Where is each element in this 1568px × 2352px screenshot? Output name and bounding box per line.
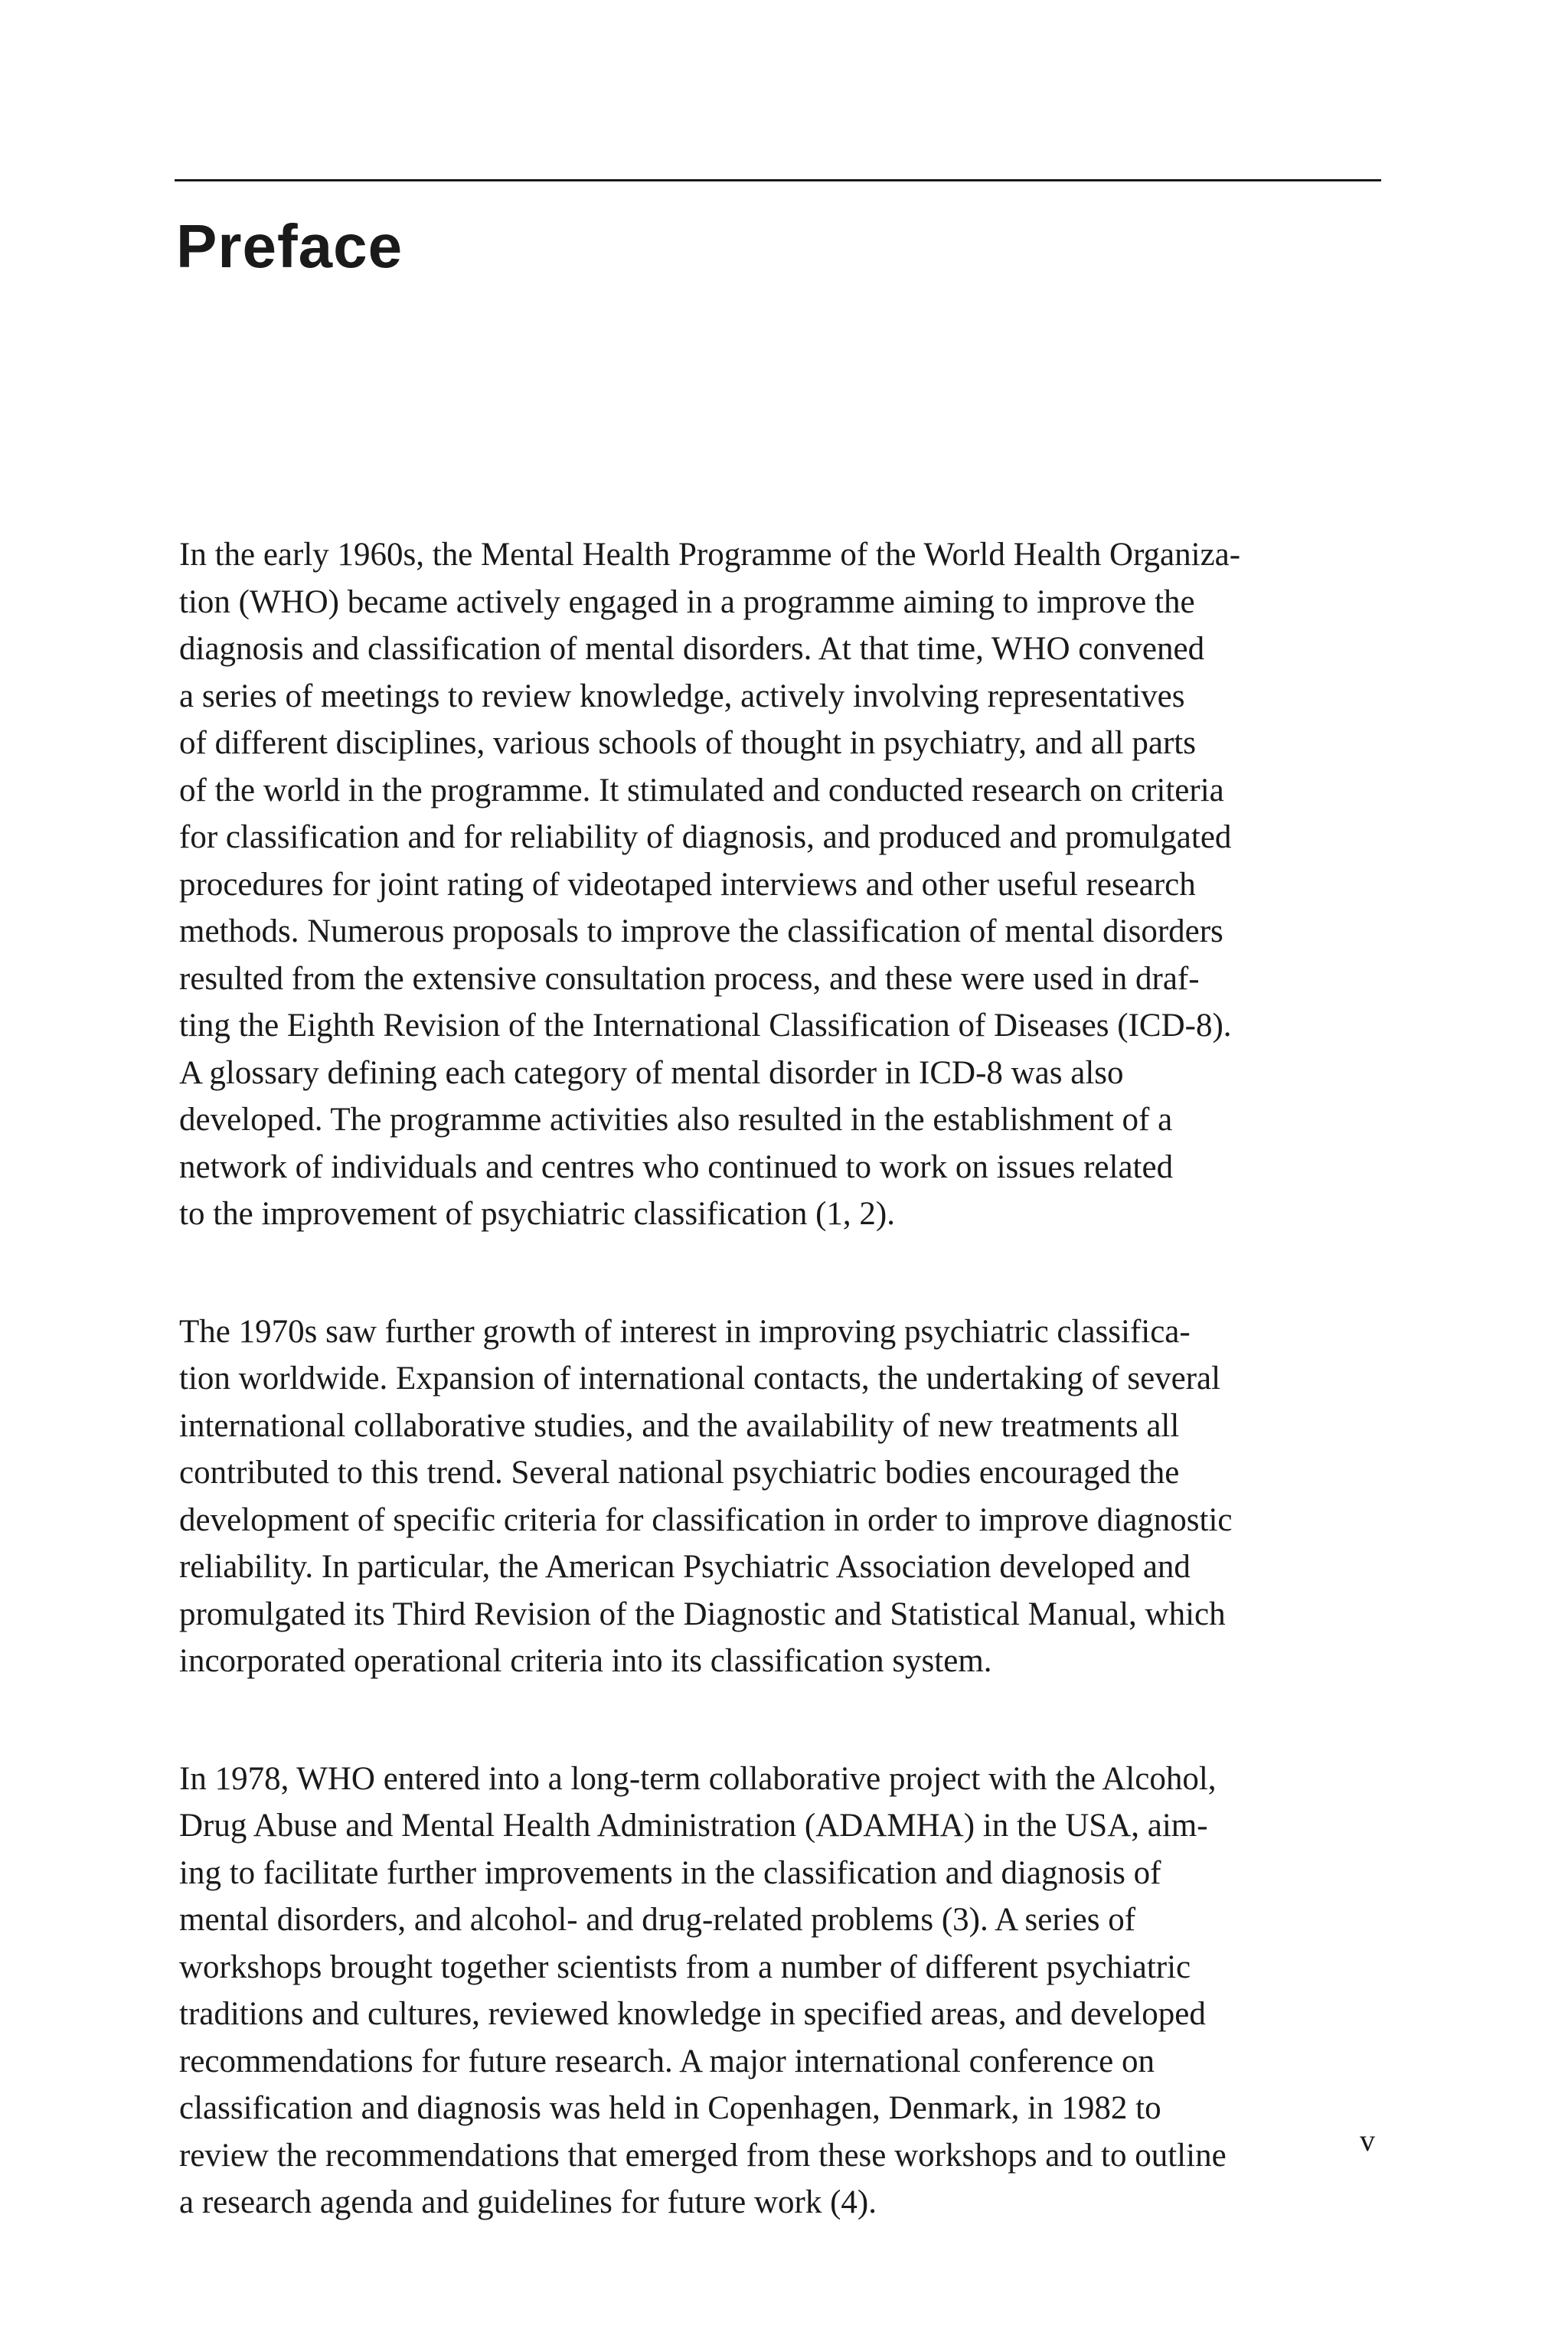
paragraph-2: The 1970s saw further growth of interest in improving psychiatric classifica- tion worldwide. Expansion of international contacts, the undertaking of several international collaborative studies, and the availability of new treatments all contributed to this trend. Several national psychiatric bodies encouraged the development of specific criteria for classification in order to improve diagnostic reliability. In particular, the American Psychiatric Association developed and promulgated its Third Revision of the Diagnostic and Statistical Manual, which incorporated operational criteria into its classification system.: [179, 1313, 1233, 1679]
paragraph-gap: [179, 1238, 1383, 1308]
paragraph-gap: [179, 1685, 1383, 1756]
header-rule: [175, 179, 1381, 181]
paragraph-3: In 1978, WHO entered into a long-term collaborative project with the Alcohol, Drug Abuse and Mental Health Administration (ADAMHA) in the USA, aim- ing to facilitate further improvements in the classification and diagnosis of mental disorders, and alcohol- and drug-related problems (3). A series of workshops brought together scientists from a number of different psychiatric traditions and cultures, reviewed knowledge in specified areas, and developed recommendations for future research. A major international conference on classification and diagnosis was held in Copenhagen, Denmark, in 1982 to review the recommendations that emerged from these workshops and to outline a research agenda and guidelines for future work (4).: [179, 1760, 1227, 2220]
page-number: v: [1360, 2123, 1375, 2158]
page-title: Preface: [176, 212, 403, 280]
paragraph-1: In the early 1960s, the Mental Health Programme of the World Health Organiza- tion (WHO) became actively engaged in a programme aiming to improve the diagnosis and classification of mental disorders. At that time, WHO convened a series of meetings to review knowledge, actively involving representatives of different disciplines, various schools of thought in psychiatry, and all parts of the world in the programme. It stimulated and conducted research on criteria for classification and for reliability of diagnosis, and produced and promulgated procedures for joint rating of videotaped interviews and other useful research methods. Numerous proposals to improve the classification of mental disorders resulted from the extensive consultation process, and these were used in draf- ting the Eighth Revision of the International Classification of Diseases (ICD-8). A glossary defining each category of mental disorder in ICD-8 was also developed. The programme activities also resulted in the establishment of a network of individuals and centres who continued to work on issues related to the improvement of psychiatric classification (1, 2).: [179, 537, 1241, 1232]
body-text: [179, 531, 1383, 2226]
